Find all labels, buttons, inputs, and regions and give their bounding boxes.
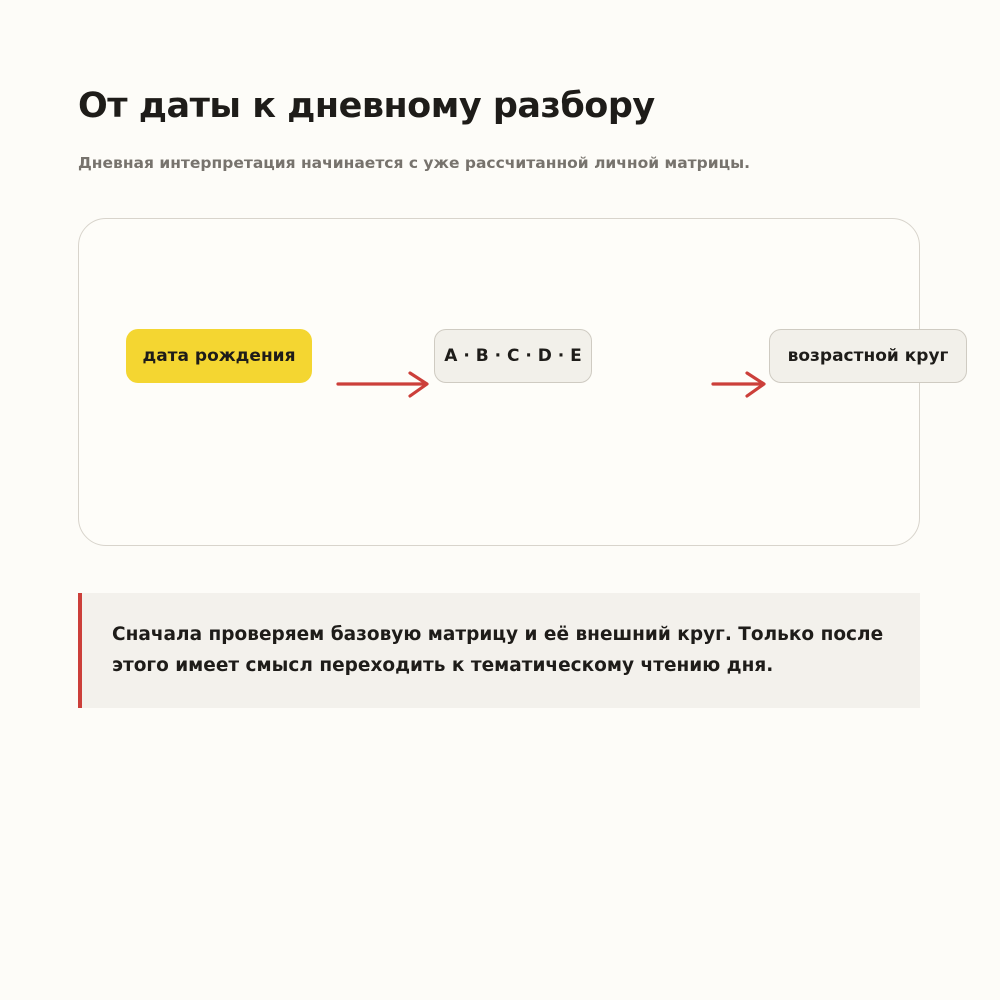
page-subtitle: Дневная интерпретация начинается с уже рассчитанной личной матрицы. — [78, 154, 750, 172]
note-callout — [78, 593, 920, 708]
page-title: От даты к дневному разбору — [78, 86, 655, 126]
node-age-circle: возрастной круг — [769, 329, 967, 383]
note-line: Сначала проверяем базовую матрицу и её внешний круг. Только после — [112, 624, 884, 645]
node-matrix-letters: A · B · C · D · E — [434, 329, 592, 383]
node-birth-date: дата рождения — [126, 329, 312, 383]
arrow-right-icon — [709, 368, 769, 404]
note-line: этого имеет смысл переходить к тематическому чтению дня. — [112, 655, 774, 676]
arrow-right-icon — [334, 368, 434, 404]
